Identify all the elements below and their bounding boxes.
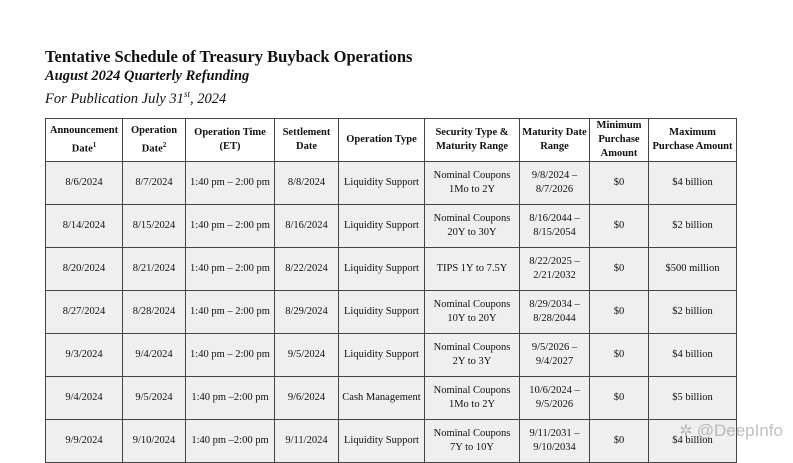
table-cell: 8/14/2024 (46, 205, 123, 248)
table-cell: Cash Management (339, 377, 425, 420)
table-cell: 8/21/2024 (123, 248, 186, 291)
column-header-label: Settlement Date (282, 127, 331, 152)
table-cell: 9/5/2024 (123, 377, 186, 420)
table-cell: 8/7/2024 (123, 162, 186, 205)
column-header-label: Minimum Purchase Amount (596, 120, 642, 159)
table-cell: 8/29/2034 – 8/28/2044 (520, 291, 590, 334)
table-cell: 1:40 pm – 2:00 pm (186, 248, 275, 291)
table-row (46, 334, 737, 377)
table-cell: 8/8/2024 (275, 162, 339, 205)
table-cell: 10/6/2024 – 9/5/2026 (520, 377, 590, 420)
table-cell: $4 billion (649, 420, 737, 463)
table-cell: 8/16/2044 – 8/15/2054 (520, 205, 590, 248)
column-header-label: Maturity Date Range (522, 127, 587, 152)
column-header-label: Maximum Purchase Amount (652, 127, 733, 152)
footnote-marker: 2 (162, 140, 167, 149)
table-cell: 9/5/2024 (275, 334, 339, 377)
column-header-label: Announcement Date (49, 124, 119, 155)
table-row (46, 162, 737, 205)
table-row (46, 205, 737, 248)
column-header (590, 119, 649, 162)
table-cell: 8/29/2024 (275, 291, 339, 334)
table-row (46, 377, 737, 420)
column-header (46, 119, 123, 162)
watermark-text: @DeepInfo (696, 421, 783, 440)
column-header-label: Operation Type (346, 134, 417, 145)
column-header (275, 119, 339, 162)
table-cell: Liquidity Support (339, 420, 425, 463)
table-cell: $4 billion (649, 334, 737, 377)
page-title: Tentative Schedule of Treasury Buyback Operations (45, 47, 413, 66)
publication-suffix: , 2024 (189, 90, 227, 107)
table-cell: Liquidity Support (339, 205, 425, 248)
table-cell: 9/6/2024 (275, 377, 339, 420)
table-cell: $0 (590, 377, 649, 420)
page-subtitle: August 2024 Quarterly Refunding (45, 68, 250, 84)
column-header (649, 119, 737, 162)
table-body (46, 162, 737, 463)
column-header (123, 119, 186, 162)
table-row (46, 291, 737, 334)
table-cell: 9/9/2024 (46, 420, 123, 463)
column-header (339, 119, 425, 162)
table-cell: $0 (590, 420, 649, 463)
table-cell: $2 billion (649, 291, 737, 334)
table-cell: Nominal Coupons 7Y to 10Y (425, 420, 520, 463)
buyback-schedule-table (45, 118, 737, 463)
table-cell: 9/3/2024 (46, 334, 123, 377)
column-header-label: Operation Date (130, 124, 178, 155)
table-cell: 8/28/2024 (123, 291, 186, 334)
table-cell: 9/11/2024 (275, 420, 339, 463)
table-cell: $2 billion (649, 205, 737, 248)
publication-line (45, 85, 412, 108)
table-cell: Nominal Coupons 20Y to 30Y (425, 205, 520, 248)
table-row (46, 420, 737, 463)
table-cell: 1:40 pm – 2:00 pm (186, 334, 275, 377)
table-cell: 9/11/2031 – 9/10/2034 (520, 420, 590, 463)
table-cell: Liquidity Support (339, 162, 425, 205)
table-cell: 1:40 pm – 2:00 pm (186, 291, 275, 334)
table-cell: $500 million (649, 248, 737, 291)
table-cell: Nominal Coupons 10Y to 20Y (425, 291, 520, 334)
table-cell: 1:40 pm – 2:00 pm (186, 205, 275, 248)
table-cell: 8/27/2024 (46, 291, 123, 334)
table-cell: 1:40 pm –2:00 pm (186, 377, 275, 420)
table-cell: 8/6/2024 (46, 162, 123, 205)
table-cell: Nominal Coupons 1Mo to 2Y (425, 162, 520, 205)
column-header (520, 119, 590, 162)
table-cell: 9/4/2024 (123, 334, 186, 377)
table-cell: 8/22/2025 – 2/21/2032 (520, 248, 590, 291)
table-cell: 8/20/2024 (46, 248, 123, 291)
document-header (45, 47, 412, 108)
table-cell: Liquidity Support (339, 291, 425, 334)
watermark (679, 421, 783, 441)
deepinfo-logo-icon: ✲ (679, 423, 693, 440)
table-cell: Nominal Coupons 2Y to 3Y (425, 334, 520, 377)
table-cell: 9/10/2024 (123, 420, 186, 463)
table-cell: $0 (590, 334, 649, 377)
table-cell: 1:40 pm –2:00 pm (186, 420, 275, 463)
table-cell: $0 (590, 291, 649, 334)
column-header-label: Security Type & Maturity Range (435, 127, 509, 152)
table-cell: $0 (590, 205, 649, 248)
table-cell: 8/22/2024 (275, 248, 339, 291)
table-row (46, 248, 737, 291)
table-cell: Liquidity Support (339, 334, 425, 377)
publication-ordinal: st (183, 89, 190, 99)
table-cell: $5 billion (649, 377, 737, 420)
table-cell: Nominal Coupons 1Mo to 2Y (425, 377, 520, 420)
table-cell: Liquidity Support (339, 248, 425, 291)
table-cell: $0 (590, 248, 649, 291)
table-cell: 8/15/2024 (123, 205, 186, 248)
column-header (186, 119, 275, 162)
table-cell: $4 billion (649, 162, 737, 205)
table-cell: 9/5/2026 – 9/4/2027 (520, 334, 590, 377)
table-cell: 1:40 pm – 2:00 pm (186, 162, 275, 205)
table-cell: $0 (590, 162, 649, 205)
table-cell: TIPS 1Y to 7.5Y (425, 248, 520, 291)
table-cell: 9/8/2024 – 8/7/2026 (520, 162, 590, 205)
publication-prefix: For Publication July 31 (45, 90, 184, 107)
table-cell: 8/16/2024 (275, 205, 339, 248)
column-header (425, 119, 520, 162)
footnote-marker: 1 (92, 140, 97, 149)
table-header-row (46, 119, 737, 162)
column-header-label: Operation Time (ET) (194, 127, 266, 152)
table-cell: 9/4/2024 (46, 377, 123, 420)
